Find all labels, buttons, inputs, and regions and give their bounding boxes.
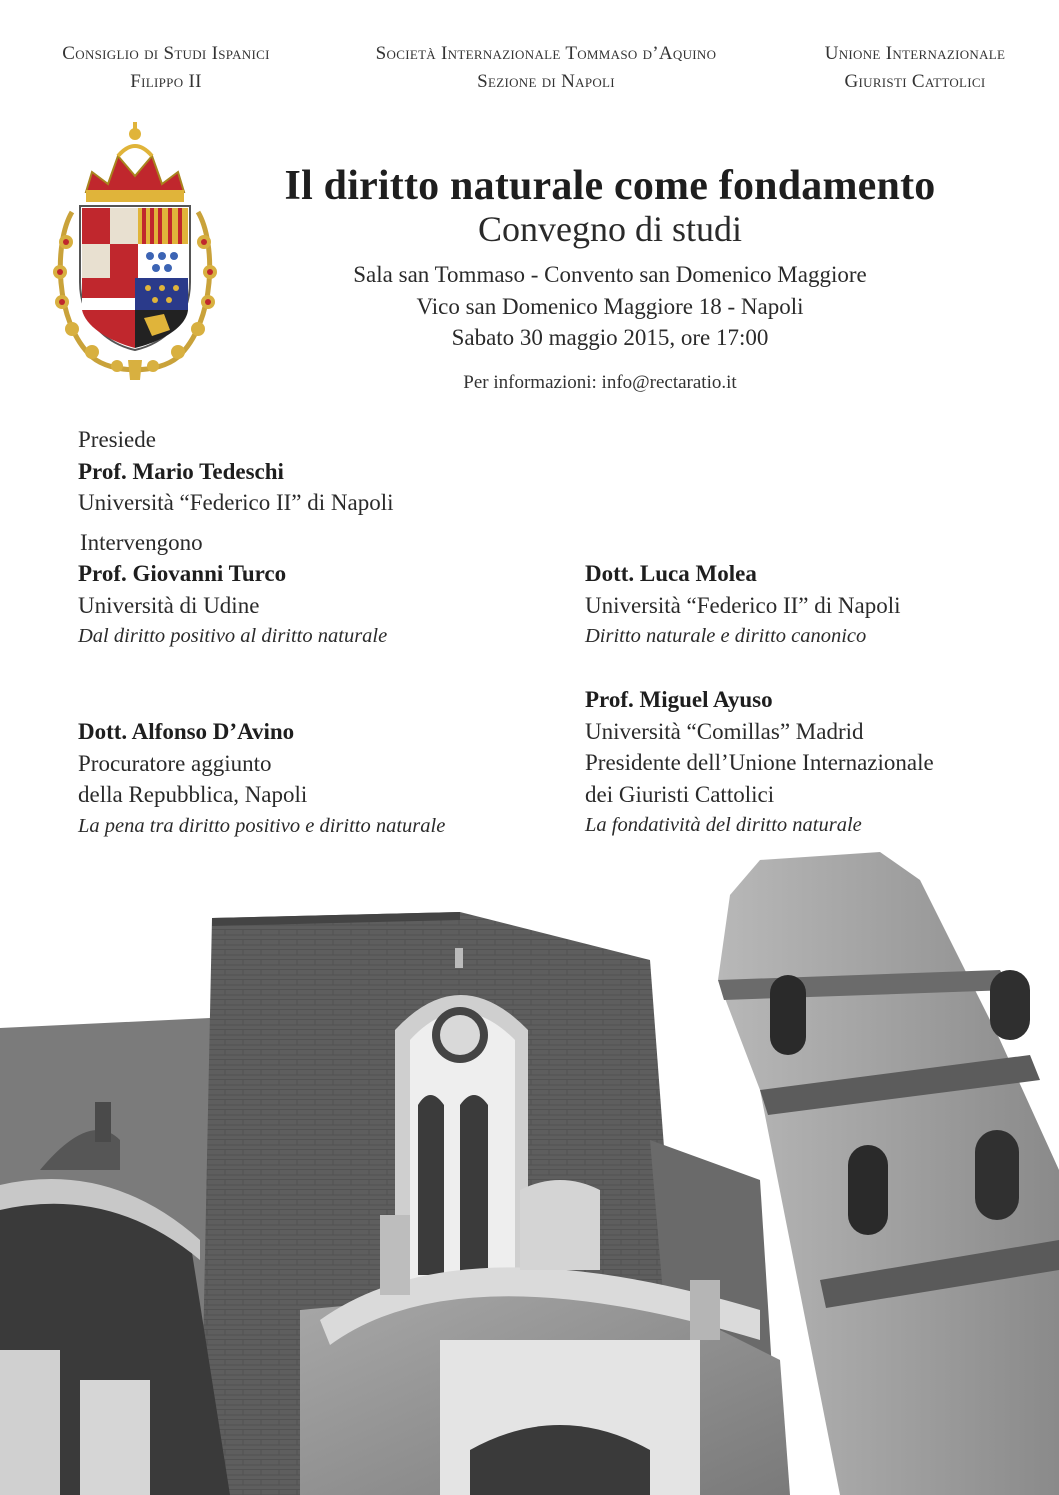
speaker-affiliation: della Repubblica, Napoli [78,782,308,807]
org-right-line1: Unione Internazionale [824,43,1006,64]
church-photo [0,840,1059,1495]
talk-title: Diritto naturale e diritto canonico [585,625,867,647]
chair-name: Prof. Mario Tedeschi [78,458,284,484]
contact-info: Per informazioni: info@rectaratio.it [463,372,737,393]
speaker-affiliation: Università di Udine [78,592,260,618]
org-center-line2: Sezione di Napoli [477,71,615,92]
chair-block [78,424,394,519]
event-subtitle: Convegno di studi [477,209,742,249]
speakers-label: Intervengono [80,530,203,555]
chair-affiliation: Università “Federico II” di Napoli [78,490,394,515]
venue-line: Sala san Tommaso - Convento san Domenico Maggiore [353,262,867,287]
org-societa-tommaso-aquino [330,40,762,96]
speaker-affiliation: dei Giuristi Cattolici [585,781,775,807]
date-line: Sabato 30 maggio 2015, ore 17:00 [451,325,769,350]
speaker-name: Prof. Miguel Ayuso [585,687,773,712]
org-unione-giuristi-cattolici [790,40,1040,96]
event-title: Il diritto naturale come fondamento [284,163,936,209]
speaker-name: Dott. Alfonso D’Avino [78,719,295,744]
speaker-block [585,684,934,842]
talk-title: La fondatività del diritto naturale [585,814,862,836]
speaker-block [585,558,901,653]
talk-title: La pena tra diritto positivo e diritto naturale [78,814,446,837]
speaker-name: Dott. Luca Molea [585,561,757,586]
speaker-affiliation: Presidente dell’Unione Internazionale [585,750,934,775]
coat-of-arms-icon [52,122,218,384]
talk-title: Dal diritto positivo al diritto naturale [78,625,388,647]
address-line: Vico san Domenico Maggiore 18 - Napoli [416,294,804,319]
org-center-line1: Società Internazionale Tommaso d’Aquino [375,43,717,64]
speaker-block [78,716,445,842]
org-consiglio-studi-ispanici [36,40,296,96]
org-left-line1: Consiglio di Studi Ispanici [62,43,270,64]
chair-label: Presiede [78,427,156,452]
org-left-line2: Filippo II [130,71,202,92]
org-right-line2: Giuristi Cattolici [844,71,986,92]
speaker-affiliation: Università “Federico II” di Napoli [585,592,901,618]
speaker-affiliation: Università “Comillas” Madrid [585,718,864,744]
speaker-block [78,558,387,653]
speaker-name: Prof. Giovanni Turco [78,561,287,586]
speaker-affiliation: Procuratore aggiunto [78,750,272,776]
